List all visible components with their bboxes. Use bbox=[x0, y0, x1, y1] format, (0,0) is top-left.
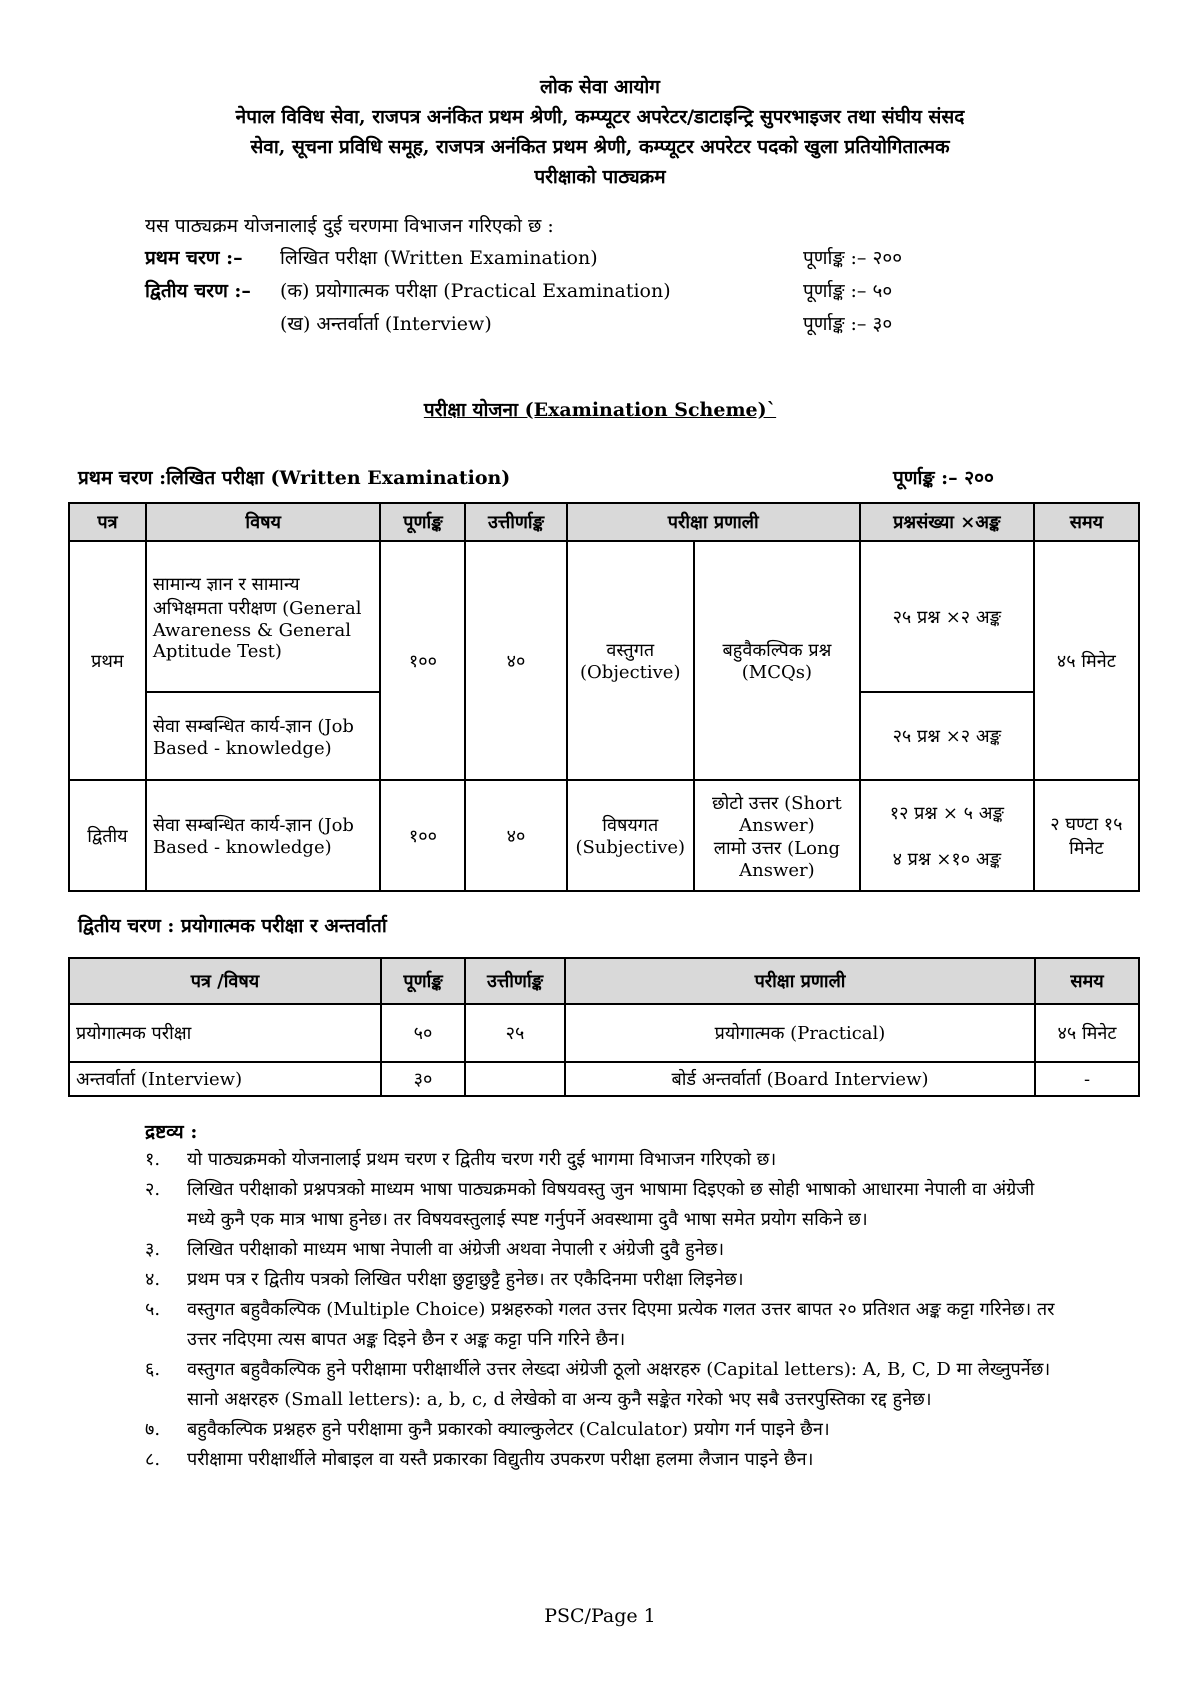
exam-method-cell bbox=[694, 780, 860, 891]
long-question-marks: ४ प्रश्न ×१० अङ्क bbox=[892, 848, 1002, 870]
paper-name: द्वितीय bbox=[69, 780, 146, 891]
long-answer-label: लामो उत्तर (Long Answer) bbox=[713, 837, 841, 881]
note-text: परीक्षामा परीक्षार्थीले मोबाइल वा यस्तै प्रकारका विद्युतीय उपकरण परीक्षा हलमा लैजान पाइने छैन। bbox=[187, 1449, 814, 1470]
stage-label: प्रथम चरण :– bbox=[145, 247, 243, 269]
short-question-marks: १२ प्रश्न × ५ अङ्क bbox=[889, 802, 1004, 824]
time-cell: - bbox=[1035, 1062, 1139, 1096]
note-number: ३. bbox=[145, 1239, 161, 1260]
pass-marks-cell: ४० bbox=[465, 780, 566, 891]
note-number: ५. bbox=[145, 1299, 161, 1320]
question-marks-cell bbox=[860, 780, 1034, 891]
exam-method-cell: बहुवैकल्पिक प्रश्न (MCQs) bbox=[694, 541, 860, 780]
col-subject: विषय bbox=[146, 503, 381, 541]
col-question-marks: प्रश्नसंख्या ×अङ्क bbox=[860, 503, 1034, 541]
written-exam-table bbox=[68, 502, 1140, 892]
paper-name: प्रथम bbox=[69, 541, 146, 780]
col-exam-method: परीक्षा प्रणाली bbox=[565, 958, 1035, 1004]
notes-list bbox=[145, 1145, 1065, 1475]
first-stage-heading: प्रथम चरण :लिखित परीक्षा (Written Examination) पूर्णाङ्क :– २०० bbox=[78, 464, 510, 490]
pass-marks-cell: ४० bbox=[465, 541, 566, 780]
col-pass-marks: उत्तीर्णाङ्क bbox=[465, 503, 566, 541]
list-item bbox=[145, 1175, 1065, 1235]
header-line-4: परीक्षाको पाठ्यक्रम bbox=[534, 166, 666, 188]
subject-cell: सेवा सम्बन्धित कार्य-ज्ञान (Job Based - knowledge) bbox=[146, 780, 381, 891]
table-row bbox=[69, 1004, 1139, 1062]
stage-row-1 bbox=[145, 244, 903, 270]
list-item bbox=[145, 1445, 1065, 1475]
stage-marks: पूर्णाङ्क :– २०० bbox=[803, 247, 903, 269]
pass-marks-cell bbox=[465, 1062, 565, 1096]
col-exam-method: परीक्षा प्रणाली bbox=[567, 503, 860, 541]
practical-interview-table bbox=[68, 957, 1140, 1097]
subject-cell: अन्तर्वार्ता (Interview) bbox=[69, 1062, 381, 1096]
header-line-3: सेवा, सूचना प्रविधि समूह, राजपत्र अनंकित प्रथम श्रेणी, कम्प्यूटर अपरेटर पदको खुला प्रतियोगितात्मक bbox=[250, 136, 950, 158]
note-text: लिखित परीक्षाको माध्यम भाषा नेपाली वा अंग्रेजी अथवा नेपाली र अंग्रेजी दुवै हुनेछ। bbox=[187, 1239, 725, 1260]
table-header-row bbox=[69, 503, 1139, 541]
stage-label: द्वितीय चरण :– bbox=[145, 280, 251, 302]
table-row bbox=[69, 1062, 1139, 1096]
list-item bbox=[145, 1145, 1065, 1175]
full-marks-cell: १०० bbox=[380, 780, 465, 891]
stage-marks: पूर्णाङ्क :– ३० bbox=[803, 313, 893, 335]
note-text: वस्तुगत बहुवैकल्पिक (Multiple Choice) प्रश्नहरुको गलत उत्तर दिएमा प्रत्येक गलत उत्तर बापत २० प्रतिशत अङ्क कट्टा गरिनेछ। तर उत्तर नदिएमा त्यस बापत अङ्क दिइने छैन र अङ्क कट्टा पनि गरिने छैन। bbox=[187, 1299, 1055, 1350]
note-number: ७. bbox=[145, 1419, 161, 1440]
full-marks-cell: १०० bbox=[380, 541, 465, 780]
time-cell: ४५ मिनेट bbox=[1034, 541, 1139, 780]
subject-cell: प्रयोगात्मक परीक्षा bbox=[69, 1004, 381, 1062]
note-number: ६. bbox=[145, 1359, 161, 1380]
stage-row-3 bbox=[145, 310, 893, 336]
list-item bbox=[145, 1415, 1065, 1445]
first-stage-marks: पूर्णाङ्क :– २०० bbox=[893, 467, 994, 489]
full-marks-cell: ३० bbox=[381, 1062, 465, 1096]
document-header bbox=[0, 72, 1200, 192]
note-text: प्रथम पत्र र द्वितीय पत्रको लिखित परीक्षा छुट्टाछुट्टै हुनेछ। तर एकैदिनमा परीक्षा लिइनेछ। bbox=[187, 1269, 744, 1290]
exam-method-cell: प्रयोगात्मक (Practical) bbox=[565, 1004, 1035, 1062]
col-paper: पत्र bbox=[69, 503, 146, 541]
subject-cell: सेवा सम्बन्धित कार्य-ज्ञान (Job Based - knowledge) bbox=[146, 692, 381, 780]
stage-desc: (क) प्रयोगात्मक परीक्षा (Practical Examination) bbox=[280, 280, 671, 302]
exam-type-cell: वस्तुगत (Objective) bbox=[567, 541, 694, 780]
pass-marks-cell: २५ bbox=[465, 1004, 565, 1062]
col-full-marks: पूर्णाङ्क bbox=[380, 503, 465, 541]
table-row bbox=[69, 541, 1139, 692]
scheme-title: परीक्षा योजना (Examination Scheme)` bbox=[423, 399, 777, 421]
page-footer: PSC/Page 1 bbox=[544, 1605, 656, 1627]
list-item bbox=[145, 1235, 1065, 1265]
col-full-marks: पूर्णाङ्क bbox=[381, 958, 465, 1004]
time-cell: २ घण्टा १५ मिनेट bbox=[1034, 780, 1139, 891]
table-row bbox=[69, 780, 1139, 891]
list-item bbox=[145, 1265, 1065, 1295]
header-line-2: नेपाल विविध सेवा, राजपत्र अनंकित प्रथम श्रेणी, कम्प्यूटर अपरेटर/डाटाइन्ट्रि सुपरभाइजर तथा संघीय संसद bbox=[235, 106, 965, 128]
intro-text: यस पाठ्यक्रम योजनालाई दुई चरणमा विभाजन गरिएको छ : bbox=[145, 215, 554, 237]
note-number: २. bbox=[145, 1179, 161, 1200]
time-cell: ४५ मिनेट bbox=[1035, 1004, 1139, 1062]
stage-row-2 bbox=[145, 277, 893, 303]
col-time: समय bbox=[1034, 503, 1139, 541]
note-number: ४. bbox=[145, 1269, 161, 1290]
exam-type-cell: विषयगत (Subjective) bbox=[567, 780, 694, 891]
note-number: १. bbox=[145, 1149, 161, 1170]
col-time: समय bbox=[1035, 958, 1139, 1004]
stage-desc: (ख) अन्तर्वार्ता (Interview) bbox=[280, 313, 492, 335]
note-text: वस्तुगत बहुवैकल्पिक हुने परीक्षामा परीक्षार्थीले उत्तर लेख्दा अंग्रेजी ठूलो अक्षरहरु (Capital letters): A, B, C, D मा लेख्नुपर्नेछ। सानो अक्षरहरु (Small letters): a, b, c, d लेखेको वा अन्य कुनै सङ्केत गरेको भए सबै उत्तरपुस्तिका रद्द हुनेछ। bbox=[187, 1359, 1051, 1410]
notes-title: द्रष्टव्य : bbox=[145, 1121, 198, 1143]
stage-marks: पूर्णाङ्क :– ५० bbox=[803, 280, 893, 302]
short-answer-label: छोटो उत्तर (Short Answer) bbox=[712, 792, 842, 836]
commission-name: लोक सेवा आयोग bbox=[539, 76, 660, 98]
question-marks-cell: २५ प्रश्न ×२ अङ्क bbox=[860, 541, 1034, 692]
table-header-row bbox=[69, 958, 1139, 1004]
subject-cell: सामान्य ज्ञान र सामान्य अभिक्षमता परीक्षण (General Awareness & General Aptitude Test) bbox=[146, 541, 381, 692]
list-item bbox=[145, 1295, 1065, 1355]
col-subject: पत्र /विषय bbox=[69, 958, 381, 1004]
note-number: ८. bbox=[145, 1449, 161, 1470]
second-stage-heading: द्वितीय चरण : प्रयोगात्मक परीक्षा र अन्तर्वार्ता bbox=[78, 915, 387, 937]
note-text: लिखित परीक्षाको प्रश्नपत्रको माध्यम भाषा पाठ्यक्रमको विषयवस्तु जुन भाषामा दिइएको छ सोही भाषाको आधारमा नेपाली वा अंग्रेजी मध्ये कुनै एक मात्र भाषा हुनेछ। तर विषयवस्तुलाई स्पष्ट गर्नुपर्ने अवस्थामा दुवै भाषा समेत प्रयोग सकिने छ। bbox=[187, 1179, 1035, 1230]
full-marks-cell: ५० bbox=[381, 1004, 465, 1062]
note-text: यो पाठ्यक्रमको योजनालाई प्रथम चरण र द्वितीय चरण गरी दुई भागमा विभाजन गरिएको छ। bbox=[187, 1149, 777, 1170]
question-marks-cell: २५ प्रश्न ×२ अङ्क bbox=[860, 692, 1034, 780]
stage-desc: लिखित परीक्षा (Written Examination) bbox=[280, 247, 598, 269]
col-pass-marks: उत्तीर्णाङ्क bbox=[465, 958, 565, 1004]
exam-method-cell: बोर्ड अन्तर्वार्ता (Board Interview) bbox=[565, 1062, 1035, 1096]
note-text: बहुवैकल्पिक प्रश्नहरु हुने परीक्षामा कुनै प्रकारको क्याल्कुलेटर (Calculator) प्रयोग गर्न पाइने छैन। bbox=[187, 1419, 830, 1440]
list-item bbox=[145, 1355, 1065, 1415]
